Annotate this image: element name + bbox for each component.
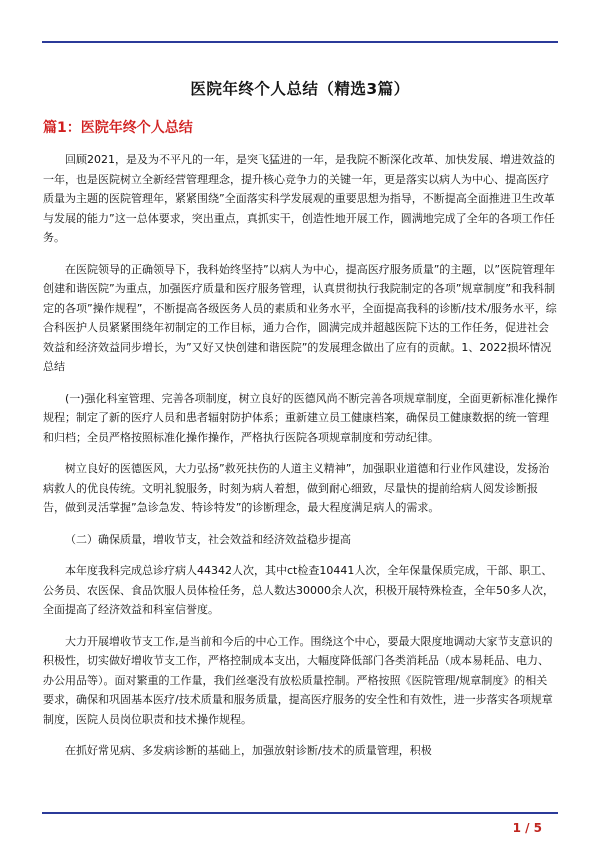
paragraph-3: (一)强化科室管理、完善各项制度，树立良好的医德风尚不断完善各项规章制度，全面更新标准化操作规程；制定了新的医疗人员和患者辐射防护体系；重新建立员工健康档案，确保员工健康数据的统一管理和归档；全员严格按照标准化操作操作，严格执行医院各项规章制度和劳动纪律。: [43, 391, 558, 444]
page-number: 1 / 5: [512, 821, 542, 835]
paragraph-7: 大力开展增收节支工作,是当前和今后的中心工作。围绕这个中心，要最大限度地调动大家节支意识的积极性，切实做好增收节支工作，严格控制成本支出，大幅度降低部门各类消耗品（成本易耗品、电力、办公用品等）。面对繁重的工作量，我们丝毫没有放松质量控制。严格按照《医院管理/规章制度》的相关要求，确保和巩固基本医疗/技术质量和服务质量，提高医疗服务的安全性和有效性，进一步落实各项规章制度，医院人员岗位职责和技术操作规程。: [43, 634, 553, 726]
paragraph-2: 在医院领导的正确领导下，我科始终坚持”以病人为中心，提高医疗服务质量”的主题，以”医院管理年创建和谐医院”为重点，加强医疗质量和医疗服务管理，认真贯彻执行我院制定的各项”规章制度”和我科制定的各项”操作规程”，不断提高各级医务人员的素质和业务水平，全面提高我科的诊断/技术/服务水平，综合科医护人员紧紧围绕年初制定的工作目标，通力合作，圆满完成并超越医院下达的工作任务，促进社会效益和经济效益同步增长，为”又好又快创建和谐医院”的发展理念做出了应有的贡献。1、2022损坏情况总结: [43, 262, 557, 373]
paragraph-6: 本年度我科完成总诊疗病人44342人次，其中ct检查10441人次，全年保量保质完成，干部、职工、公务员、农医保、食品饮服人员体检任务，总人数达30000余人次，积极开展特殊检查，全年50多人次，全面提高了经济效益和科室信誉度。: [43, 564, 554, 616]
page-title: 医院年终个人总结（精选3篇）: [190, 80, 410, 98]
top-rule: [42, 41, 558, 43]
document-body: [43, 150, 558, 773]
bottom-rule: [42, 812, 558, 814]
paragraph-1: 回顾2021，是及为不平凡的一年，是突飞猛进的一年，是我院不断深化改革、加快发展、增进效益的一年，也是医院树立全新经营管理理念，提升核心竞争力的关键一年，更是落实以病人为中心、提高医疗质量为主题的医院管理年，紧紧围绕”全面落实科学发展观的重要思想为指导，不断提高全面推进卫生改革与发展的能力”这一总体要求，突出重点，真抓实干，创造性地开展工作，圆满地完成了全年的各项工作任务。: [43, 153, 555, 244]
paragraph-8: 在抓好常见病、多发病诊断的基础上，加强放射诊断/技术的质量管理，积极: [65, 744, 432, 757]
section-heading: 篇1：医院年终个人总结: [43, 120, 193, 136]
paragraph-5: （二）确保质量，增收节支，社会效益和经济效益稳步提高: [65, 532, 351, 546]
paragraph-4: 树立良好的医德医风，大力弘扬”救死扶伤的人道主义精神”，加强职业道德和行业作风建设，发扬治病救人的优良传统。文明礼貌服务，时刻为病人着想，做到耐心细致，尽量快的提前给病人阅发诊断报告，做到灵活掌握”急诊急发、特诊特发”的诊断理念，最大程度满足病人的需求。: [43, 462, 550, 514]
